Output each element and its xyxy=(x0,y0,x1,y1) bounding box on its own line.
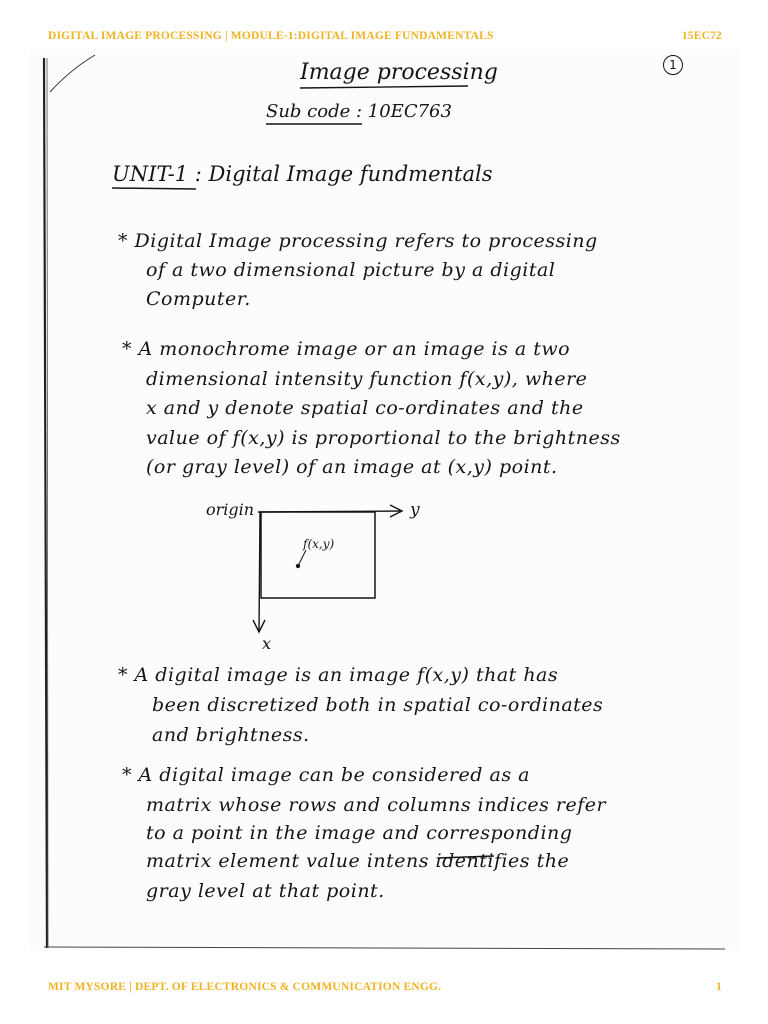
footer-page-number: 1 xyxy=(716,981,722,993)
paragraph-line: * A monochrome image or an image is a two xyxy=(122,338,571,360)
x-axis-arrow xyxy=(259,512,260,632)
footer-institution: MIT MYSORE | DEPT. OF ELECTRONICS & COMMUNICATION ENGG. xyxy=(48,981,442,993)
paragraph-line: to a point in the image and corresponding xyxy=(146,822,573,844)
point-leader xyxy=(298,550,306,566)
unit-underline xyxy=(112,188,196,189)
paragraph-line: * Digital Image processing refers to processing xyxy=(118,230,598,252)
header-code: 15EC72 xyxy=(681,30,722,42)
paragraph-line: Computer. xyxy=(146,288,251,310)
notes-title: Image processing xyxy=(300,60,498,85)
sub-code: Sub code : 10EC763 xyxy=(266,101,452,122)
title-underline xyxy=(300,86,468,88)
paragraph-line: gray level at that point. xyxy=(146,880,385,902)
coordinate-diagram xyxy=(253,505,402,632)
paragraph-line: (or gray level) of an image at (x,y) point. xyxy=(146,456,558,478)
bottom-rule xyxy=(44,947,725,949)
corner-mark xyxy=(50,55,95,92)
paragraph-line: * A digital image can be considered as a xyxy=(122,764,530,786)
x-axis-label: x xyxy=(262,634,272,653)
paragraph-line: matrix element value intens identifies the xyxy=(146,850,570,872)
point-label: f(x,y) xyxy=(303,537,335,551)
paragraph-line: dimensional intensity function f(x,y), where xyxy=(146,368,588,390)
paragraph-line: matrix whose rows and columns indices refer xyxy=(146,794,607,816)
margin-line xyxy=(44,58,47,948)
page-number-circle: 1 xyxy=(663,55,683,75)
paragraph-line: of a two dimensional picture by a digital xyxy=(146,259,556,281)
paragraph-line: been discretized both in spatial co-ordinates xyxy=(152,694,604,716)
paragraph-line: x and y denote spatial co-ordinates and the xyxy=(146,397,584,419)
paragraph-line: and brightness. xyxy=(152,724,310,746)
paragraph-line: * A digital image is an image f(x,y) that has xyxy=(118,664,559,686)
origin-label: origin xyxy=(206,500,255,519)
unit-heading: UNIT-1 : Digital Image fundmentals xyxy=(112,162,493,186)
page-footer xyxy=(48,981,722,993)
y-axis-label: y xyxy=(410,500,420,520)
header-title: DIGITAL IMAGE PROCESSING | MODULE-1:DIGITAL IMAGE FUNDAMENTALS xyxy=(48,30,494,42)
paragraph-line: value of f(x,y) is proportional to the brightness xyxy=(146,427,621,449)
image-box xyxy=(261,512,375,598)
